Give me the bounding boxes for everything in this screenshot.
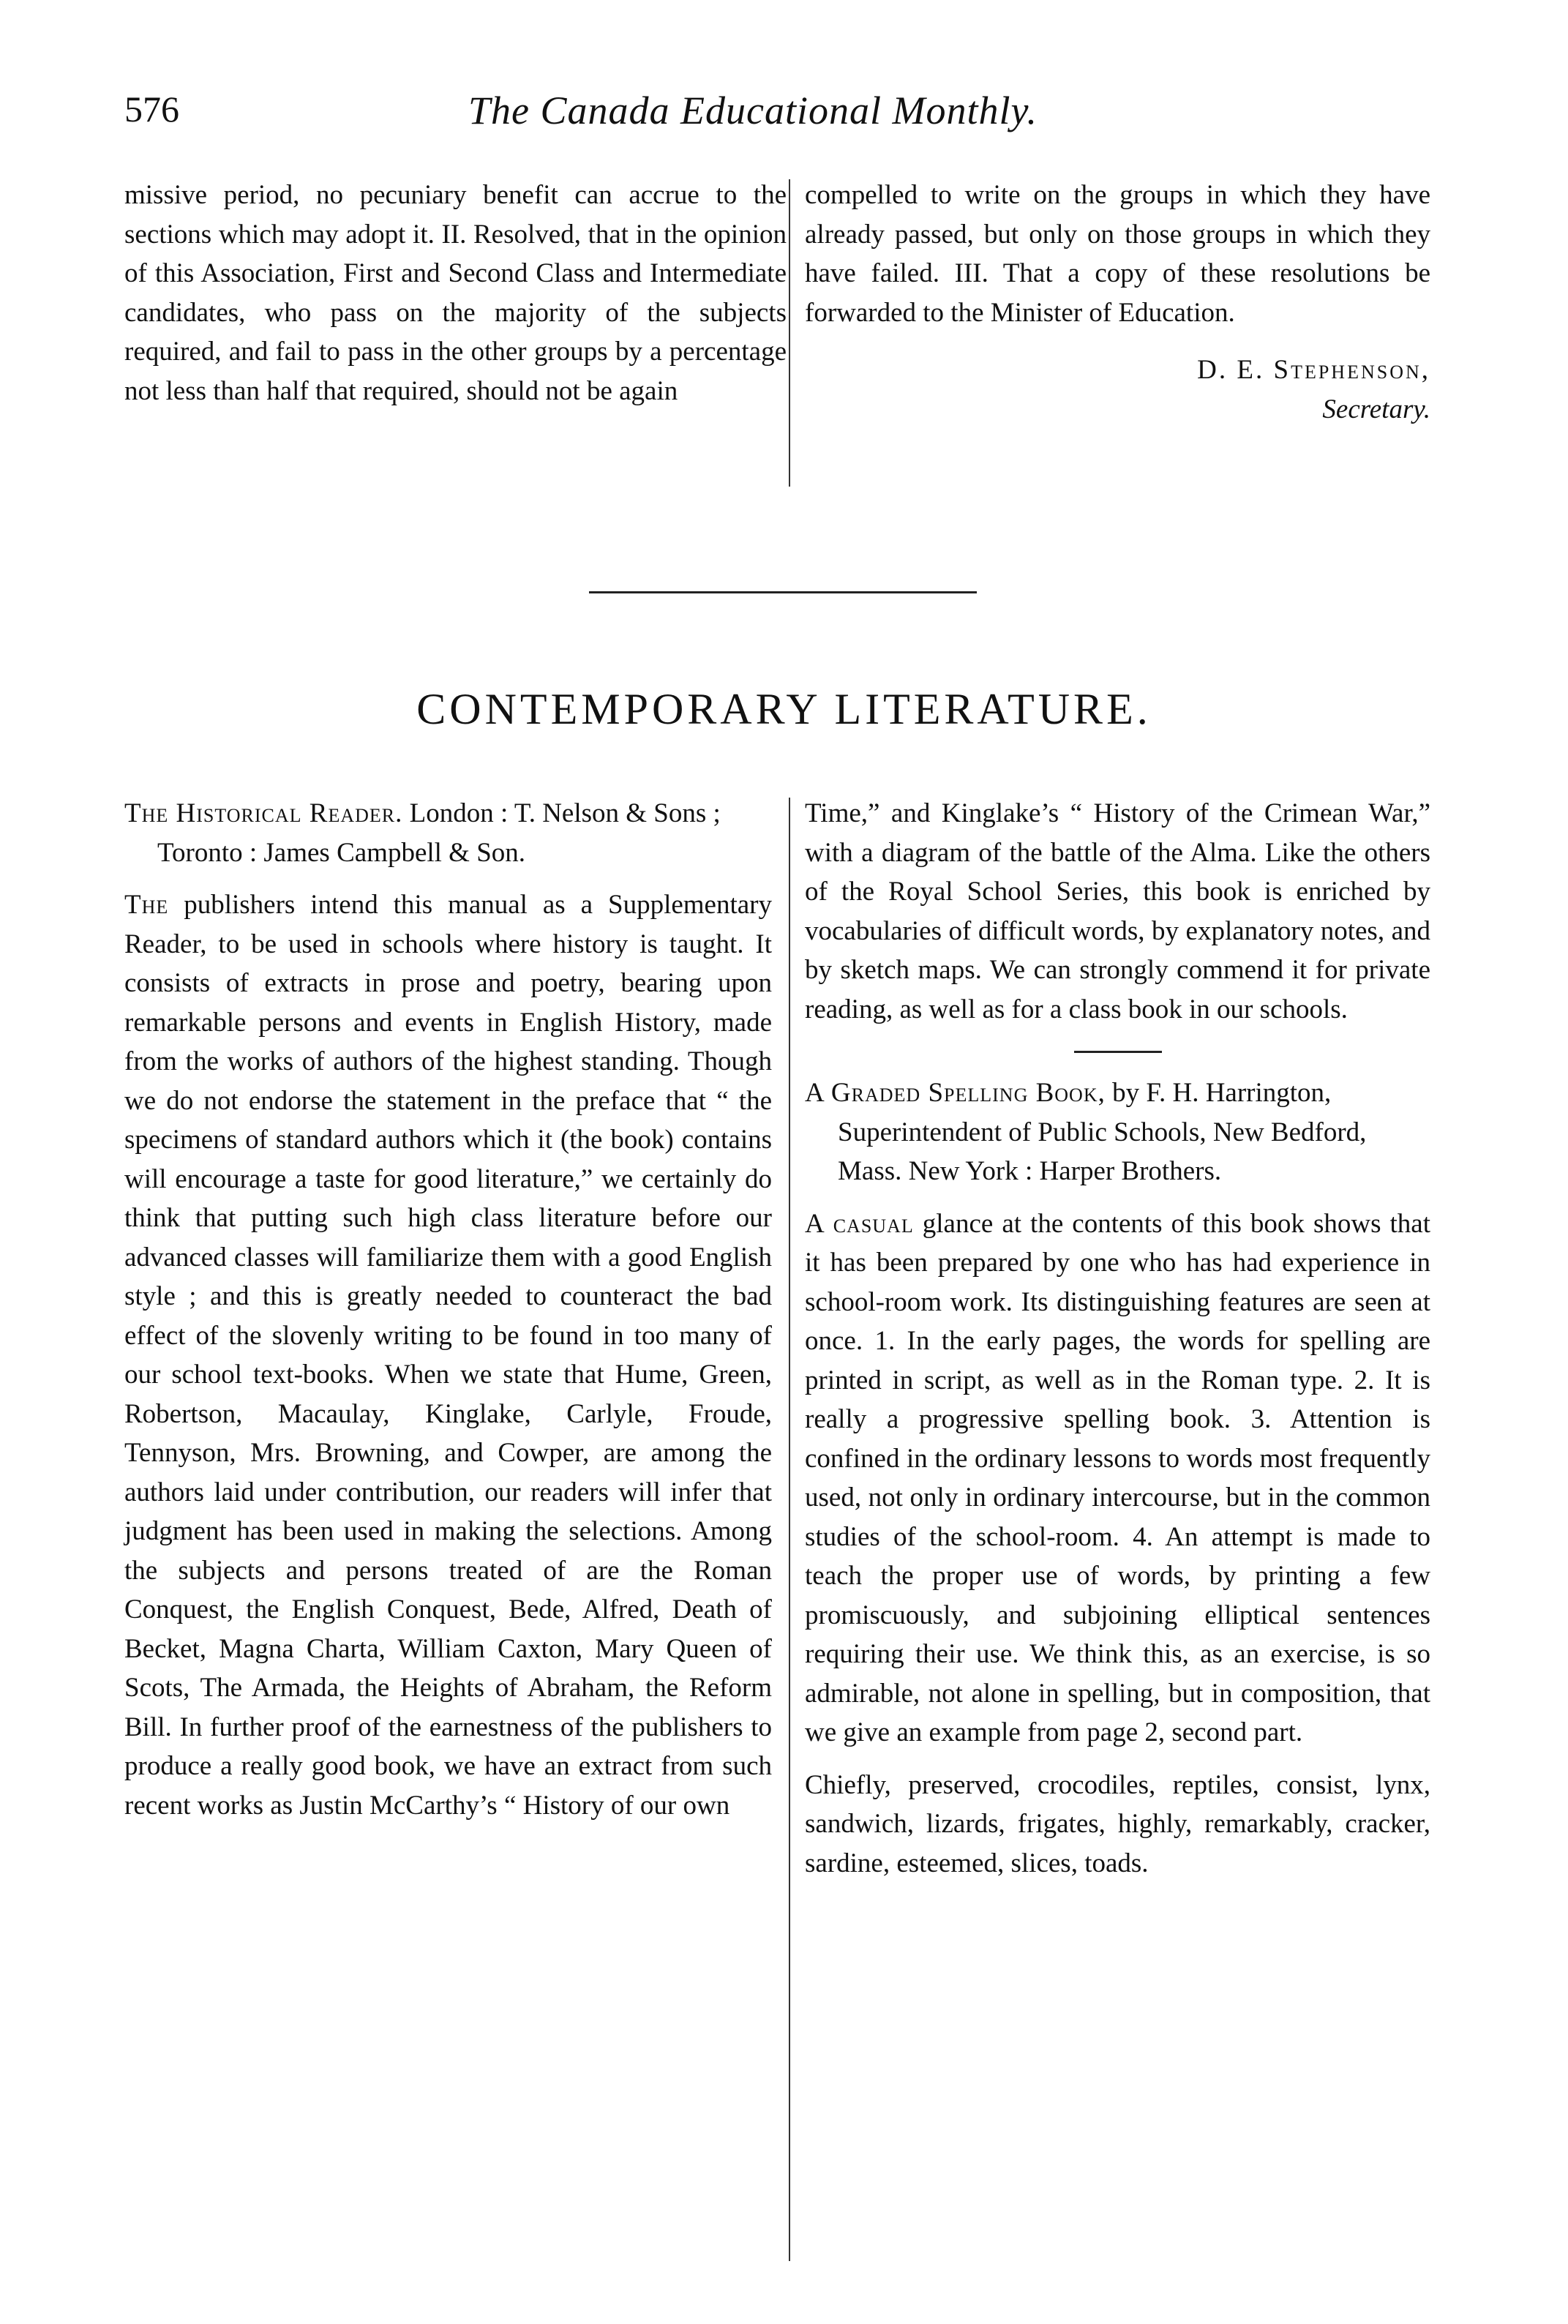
column-divider-top — [789, 179, 790, 487]
review1-lead-word: The — [124, 890, 169, 920]
review1-body-left-text: publishers intend this manual as a Supplementary Reader, to be used in schools where history is taught. It consists of extracts in prose and poetry, bearing upon remarkable persons and events in English History, made from the works of authors of the highest standing. Though we do not endorse the statement in the preface that “ the specimens of standard authors which it (the book) contains will encourage a taste for good literature,” we certainly do think that putting such high class literature before our advanced classes will familiarize them with a good English style ; and this is greatly needed to counteract the bad effect of the slovenly writing to be found in too many of our school text-books. When we state that Hume, Green, Robertson, Macaulay, Kinglake, Carlyle, Froude, Tennyson, Mrs. Browning, and Cowper, are among the authors laid under contribution, our readers will infer that judgment has been used in making the selections. Among the subjects and persons treated of are the Roman Conquest, the English Conquest, Bede, Alfred, Death of Becket, Magna Charta, William Caxton, Mary Queen of Scots, The Armada, the Heights of Abraham, the Reform Bill. In further proof of the earnestness of the publishers to produce a really good book, we have an extract from such recent works as Justin McCarthy’s “ History of our own — [124, 890, 772, 1821]
signature — [805, 351, 1430, 429]
resolution-column-right — [805, 176, 1430, 429]
review-column-right — [805, 794, 1430, 1883]
signature-title: Secretary. — [1322, 394, 1430, 424]
review2-example: Chiefly, preserved, crocodiles, reptiles, consist, lynx, sandwich, lizards, frigates, highly, remarkably, cracker, sardine, esteemed, slices, toads. — [805, 1769, 1430, 1878]
journal-title: The Canada Educational Monthly. — [468, 89, 1038, 132]
section-title: CONTEMPORARY LITERATURE. — [416, 685, 1152, 733]
review2-body — [805, 1204, 1430, 1753]
resolution-text-right: compelled to write on the groups in which they have already passed, but only on those groups in which they have failed. III. That a copy of these resolutions be forwarded to the Minister of Education. — [805, 180, 1430, 328]
review1-body-right: Time,” and Kinglake’s “ History of the Crimean War,” with a diagram of the battle of the Alma. Like the others of the Royal School Series, this book is enriched by vocabularies of difficult words, by explanatory notes, and by sketch maps. We can strongly commend it for private reading, as well as for a class book in our schools. — [805, 798, 1430, 1024]
section-divider — [589, 591, 977, 593]
review2-heading — [805, 1073, 1430, 1191]
review2-publisher: by F. H. Harrington, Superintendent of Public Schools, New Bedford, Mass. New York : Harper Brothers. — [838, 1078, 1367, 1186]
signature-name: D. E. Stephenson, — [1197, 355, 1430, 385]
resolution-text-left: missive period, no pecuniary benefit can accrue to the sections which may adopt it. II. Resolved, that in the opinion of this Association, First and Second Class and Intermediate candidates, who pass on the majority of the subjects required, and fail to pass in the other groups by a percentage not less than half that required, should not be again — [124, 180, 787, 406]
review1-publisher: London : T. Nelson & Sons ; Toronto : James Campbell & Son. — [157, 798, 721, 868]
review2-title: A Graded Spelling Book, — [805, 1078, 1106, 1108]
review2-body-text: glance at the contents of this book shows that it has been prepared by one who has had experience in school-room work. Its distinguishing features are seen at once. 1. In the early pages, the words for spelling are printed in script, as well as in the Roman type. 2. It is really a progressive spelling book. 3. Attention is confined in the ordinary lessons to words most frequently used, not only in ordinary intercourse, but in the common studies of the school-room. 4. An attempt is made to teach the proper use of words, by printing a few promiscuously, and subjoining elliptical sentences requiring their use. We think this, as an exercise, is so admirable, not alone in spelling, but in composition, that we give an example from page 2, second part. — [805, 1208, 1430, 1747]
page-number: 576 — [124, 89, 179, 130]
review1-body-left — [124, 885, 772, 1825]
review-column-left — [124, 794, 772, 1825]
review1-heading — [124, 794, 772, 872]
review1-title: The Historical Reader. — [124, 798, 403, 828]
review-divider — [1074, 1051, 1162, 1053]
running-head — [124, 88, 1441, 139]
resolution-column-left — [124, 176, 787, 411]
review2-lead-word: A casual — [805, 1208, 914, 1239]
column-divider-bottom — [789, 798, 790, 2261]
